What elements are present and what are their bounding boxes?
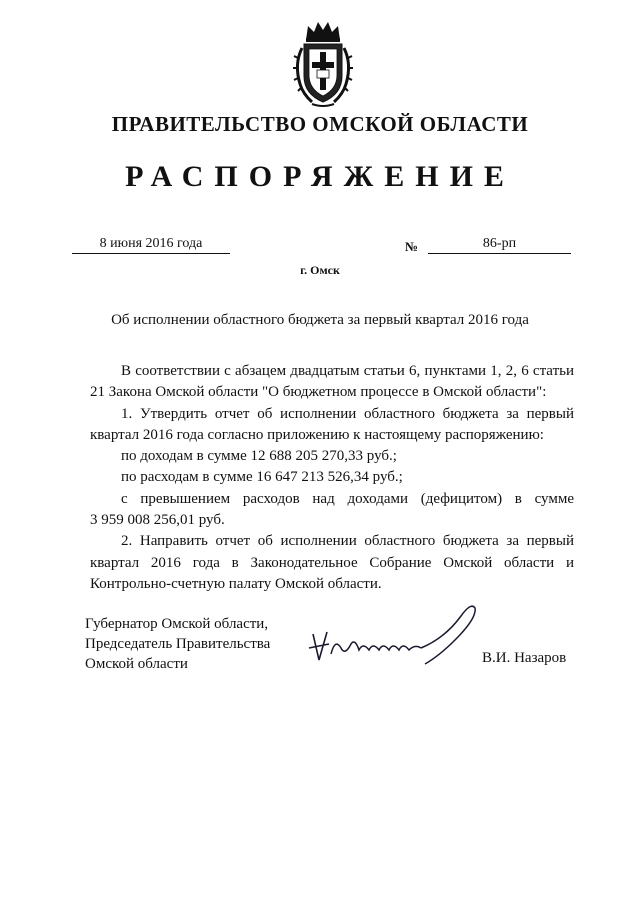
signatory-line-2: Председатель Правительства: [85, 636, 271, 652]
document-body: [90, 361, 574, 595]
document-subject: Об исполнении областного бюджета за первый квартал 2016 года: [111, 312, 529, 328]
income-line: по доходам в сумме 12 688 205 270,33 руб.;: [121, 448, 397, 465]
signatory-title: [85, 614, 270, 674]
deficit-line: с превышением расходов над доходами (дефицитом) в сумме: [121, 490, 574, 507]
item-1-paragraph: 1. Утвердить отчет об исполнении областного бюджета за первый квартал 2016 года согласно приложению к настоящему распоряжению:: [90, 405, 574, 443]
document-type-title: РАСПОРЯЖЕНИЕ: [125, 160, 515, 193]
signer-name: В.И. Назаров: [482, 650, 567, 666]
number-sign: №: [405, 239, 419, 254]
omsk-coat-of-arms-emblem: [292, 18, 354, 110]
handwritten-signature: [305, 598, 485, 670]
signatory-line-3: Омской области: [85, 656, 188, 672]
signatory-line-1: Губернатор Омской области,: [85, 616, 269, 632]
document-date: 8 июня 2016 года: [72, 236, 230, 254]
expense-line: по расходам в сумме 16 647 213 526,34 руб.;: [121, 469, 403, 486]
preamble-paragraph: В соответствии с абзацем двадцатым статьи 6, пунктами 1, 2, 6 статьи 21 Закона Омской области "О бюджетном процессе в Омской области":: [90, 363, 574, 401]
item-2-paragraph: 2. Направить отчет об исполнении областного бюджета за первый квартал 2016 года в Законодательное Собрание Омской области и Контрольно-счетную палату Омской области.: [90, 533, 574, 592]
document-place: г. Омск: [300, 263, 340, 277]
document-number: 86-рп: [428, 236, 571, 254]
organization-title: ПРАВИТЕЛЬСТВО ОМСКОЙ ОБЛАСТИ: [111, 112, 529, 136]
deficit-amount-line: 3 959 008 256,01 руб.: [90, 512, 225, 529]
